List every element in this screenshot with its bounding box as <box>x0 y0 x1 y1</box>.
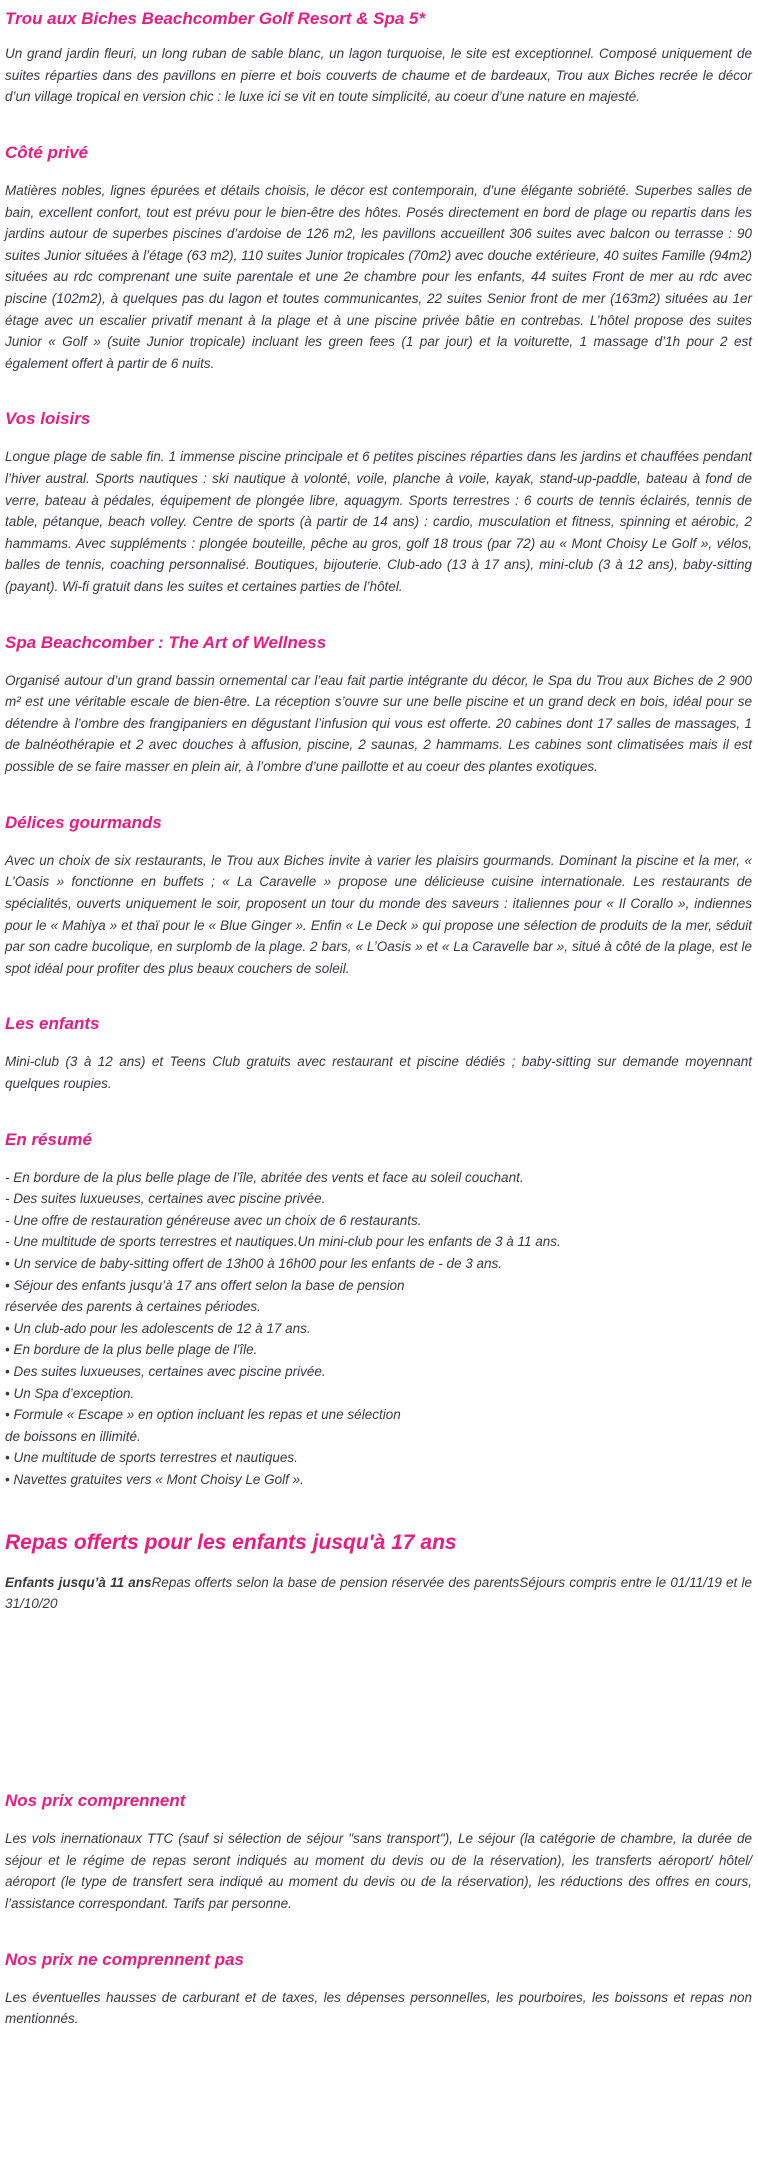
summary-line: • Un Spa d’exception. <box>5 1385 135 1401</box>
section-heading-spa: Spa Beachcomber : The Art of Wellness <box>5 632 327 652</box>
summary-line: • Formule « Escape » en option incluant les repas et une sélection <box>5 1407 401 1423</box>
summary-line: - Des suites luxueuses, certaines avec piscine privée. <box>5 1191 326 1207</box>
summary-line: • Un club-ado pour les adolescents de 12 à 17 ans. <box>5 1320 311 1336</box>
section-body-nos-prix-comprennent: Les vols inernationaux TTC (sauf si sélection de séjour "sans transport"), Le séjour (la catégorie de chambre, la durée de séjour et le régime de repas seront indiqués au moment du devis ou de la réservation), les transferts aéroport/ hôtel/ aéroport (le type de transfert sera indiqué au moment du devis ou de la réservation), les réductions des offres en cours, l’assistance correspondant. Tarifs par personne. <box>5 1831 752 1911</box>
summary-line: • Navettes gratuites vers « Mont Choisy Le Golf ». <box>5 1471 304 1487</box>
section-delices-gourmands <box>5 812 752 980</box>
intro-paragraph: Un grand jardin fleuri, un long ruban de sable blanc, un lagon turquoise, le site est exceptionnel. Composé uniquement de suites réparties dans des pavillons en pierre et bois couverts de chaume et de bardeaux, Trou aux Biches recrée le décor d’un village tropical en version chic : le luxe ici se vit en toute simplicité, au coeur d’une nature en majesté. <box>5 46 752 105</box>
section-les-enfants <box>5 1013 752 1094</box>
section-nos-prix-comprennent <box>5 1790 752 1914</box>
summary-line: de boissons en illimité. <box>5 1428 141 1444</box>
section-repas-offerts <box>5 1529 752 1615</box>
section-body-cote-prive: Matières nobles, lignes épurées et détails choisis, le décor est contemporain, d’une élégante sobriété. Superbes salles de bain, excellent confort, tout est prévu pour le bien-être des hôtes. Posés directement en bord de plage ou repartis dans les jardins autour de superbes piscines d’ardoise de 126 m2, les pavillons accueillent 306 suites avec balcon ou terrasse : 90 suites Junior situées à l’étage (63 m2), 110 suites Junior tropicales (70m2) avec douche extérieure, 40 suites Famille (94m2) situées au rdc comprenant une suite parentale et une 2e chambre pour les enfants, 44 suites Front de mer au rdc avec piscine (102m2), à quelques pas du lagon et toutes communicantes, 22 suites Senior front de mer (163m2) situées au 1er étage avec un escalier privatif menant à la plage et à une piscine privée bâtie en contrebas. L’hôtel propose des suites Junior « Golf » (suite Junior tropicale) incluant les green fees (1 par jour) et la voiturette, 1 massage d’1h pour 2 est également offert à partir de 6 nuits. <box>5 182 752 371</box>
section-heading-en-resume: En résumé <box>5 1129 92 1149</box>
section-en-resume <box>5 1129 752 1491</box>
section-body-les-enfants: Mini-club (3 à 12 ans) et Teens Club gratuits avec restaurant et piscine dédiés ; baby-sitting sur demande moyennant quelques roupies. <box>5 1054 752 1091</box>
section-spa <box>5 632 752 778</box>
repas-offerts-paragraph <box>5 1572 752 1615</box>
page-title: Trou aux Biches Beachcomber Golf Resort & Spa 5* <box>5 9 426 28</box>
section-heading-nos-prix-ne-comprennent-pas: Nos prix ne comprennent pas <box>5 1949 244 1969</box>
section-vos-loisirs <box>5 408 752 597</box>
section-body-nos-prix-ne-comprennent-pas: Les éventuelles hausses de carburant et de taxes, les dépenses personnelles, les pourboires, les boissons et repas non mentionnés. <box>5 1989 752 2027</box>
summary-line: - Une multitude de sports terrestres et nautiques.Un mini-club pour les enfants de 3 à 11 ans. <box>5 1234 561 1250</box>
section-body-delices-gourmands: Avec un choix de six restaurants, le Trou aux Biches invite à varier les plaisirs gourmands. Dominant la piscine et la mer, « L’Oasis » fonctionne en buffets ; « La Caravelle » propose une délicieuse cuisine internationale. Les restaurants de spécialités, ouverts uniquement le soir, proposent un tour du monde des saveurs : italiennes pour « Il Corallo », indiennes pour le « Mahiya » et thaï pour le « Blue Ginger ». Enfin « Le Deck » qui propose une sélection de produits de la mer, séduit par son cadre bucolique, en surplomb de la plage. 2 bars, « L’Oasis » et « La Caravelle bar », situé à côté de la plage, est le spot idéal pour profiter des plus beaux couchers de soleil. <box>5 852 752 976</box>
summary-line: • En bordure de la plus belle plage de l’île. <box>5 1342 258 1358</box>
summary-line: • Un service de baby-sitting offert de 13h00 à 16h00 pour les enfants de - de 3 ans. <box>5 1256 503 1272</box>
summary-line: • Des suites luxueuses, certaines avec piscine privée. <box>5 1364 326 1379</box>
summary-list <box>5 1167 752 1491</box>
section-heading-nos-prix-comprennent: Nos prix comprennent <box>5 1791 186 1811</box>
section-cote-prive <box>5 142 752 374</box>
summary-line: • Une multitude de sports terrestres et nautiques. <box>5 1450 298 1466</box>
section-heading-repas-offerts: Repas offerts pour les enfants jusqu'à 17 ans <box>5 1530 457 1554</box>
section-heading-les-enfants: Les enfants <box>5 1014 100 1034</box>
repas-offerts-body: Repas offerts selon la base de pension réservée des parentsSéjours compris entre le 01/11/19 et le 31/10/20 <box>5 1574 752 1612</box>
section-heading-cote-prive: Côté privé <box>5 142 89 162</box>
repas-offerts-bold-lead: Enfants jusqu’à 11 ans <box>5 1574 152 1590</box>
summary-line: • Séjour des enfants jusqu’à 17 ans offert selon la base de pension <box>5 1277 405 1293</box>
section-nos-prix-ne-comprennent-pas <box>5 1949 752 2030</box>
section-heading-delices-gourmands: Délices gourmands <box>5 812 162 832</box>
summary-line: - En bordure de la plus belle plage de l’île, abritée des vents et face au soleil couchant. <box>5 1169 524 1185</box>
section-body-vos-loisirs: Longue plage de sable fin. 1 immense piscine principale et 6 petites piscines réparties dans les jardins et chauffées pendant l’hiver austral. Sports nautiques : ski nautique à volonté, voile, planche à voile, kayak, stand-up-paddle, bateau à fond de verre, bateau à pédales, équipement de plongée libre, aquagym. Sports terrestres : 6 courts de tennis éclairés, tennis de table, pétanque, beach volley. Centre de sports (à partir de 14 ans) : cardio, musculation et fitness, spinning et aérobic, 2 hammams. Avec suppléments : plongée bouteille, pêche au gros, golf 18 trous (par 72) au « Mont Choisy Le Golf », vélos, balles de tennis, coaching personnalisé. Boutiques, bijouterie. Club-ado (13 à 17 ans), mini-club (3 à 12 ans), baby-sitting (payant). Wi-fi gratuit dans les suites et certaines parties de l’hôtel. <box>5 449 752 594</box>
summary-line: - Une offre de restauration généreuse avec un choix de 6 restaurants. <box>5 1212 422 1228</box>
summary-line: réservée des parents à certaines périodes. <box>5 1299 261 1315</box>
section-heading-vos-loisirs: Vos loisirs <box>5 409 91 429</box>
section-body-spa: Organisé autour d’un grand bassin ornemental car l’eau fait partie intégrante du décor, le Spa du Trou aux Biches de 2 900 m² est une véritable escale de bien-être. La réception s’ouvre sur une belle piscine et un grand deck en bois, idéal pour se détendre à l’ombre des frangipaniers en dégustant l’infusion qui vous est offerte. 20 cabines dont 17 salles de massages, 1 de balnéothérapie et 2 avec douches à affusion, piscine, 2 saunas, 2 hammams. Les cabines sont climatisées mais il est possible de se faire masser en plein air, à l’ombre d’une paillotte et au coeur des plantes exotiques. <box>5 672 752 775</box>
